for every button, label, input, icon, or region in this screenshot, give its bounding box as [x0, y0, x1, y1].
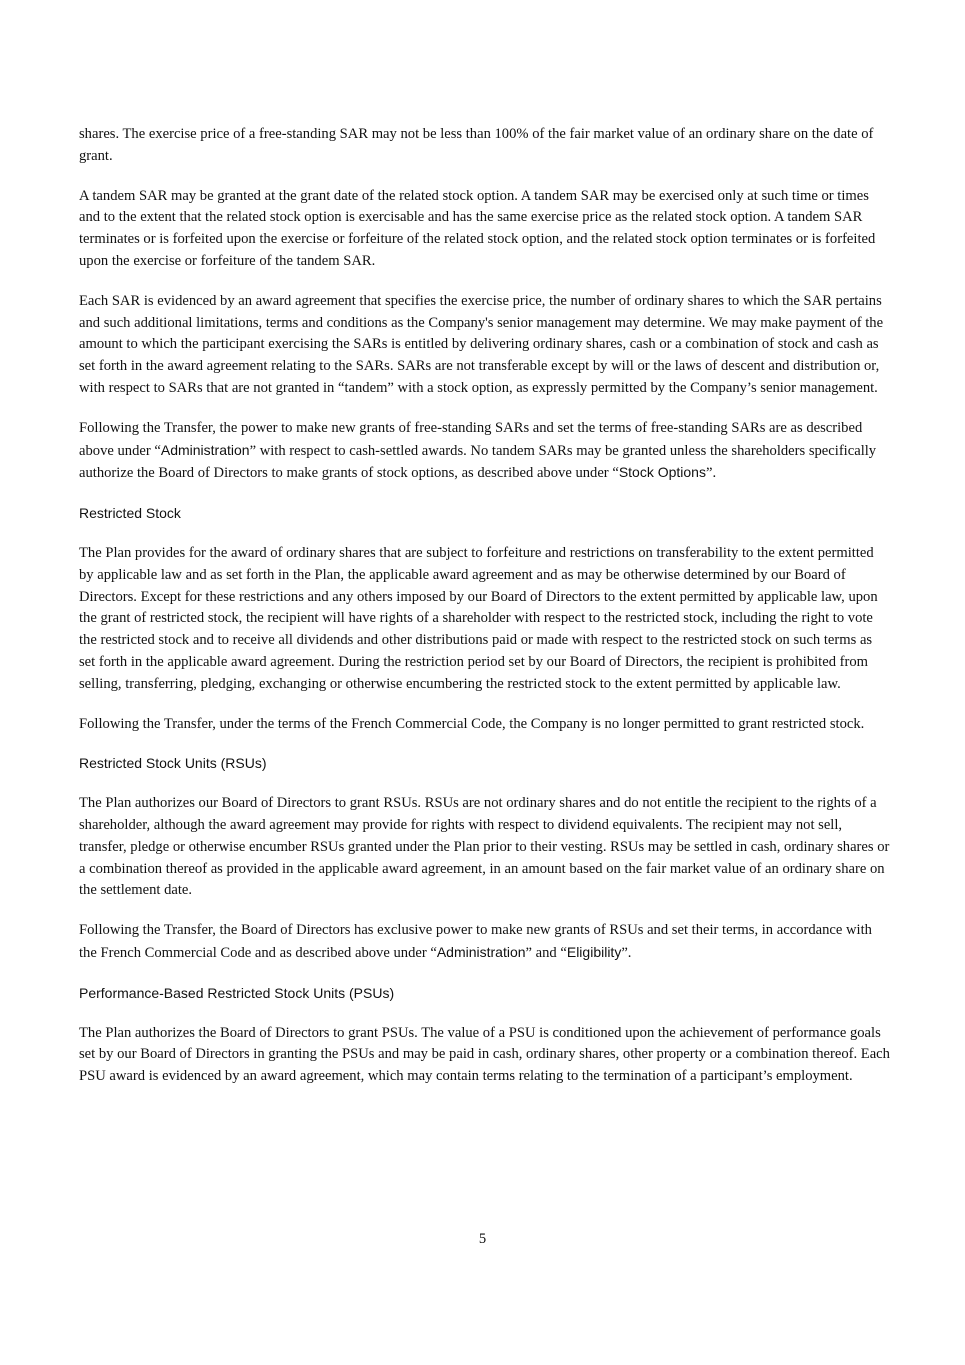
- paragraph-free-standing-sar-price: shares. The exercise price of a free-standing SAR may not be less than 100% of the fair market value of an ordinary share on the date of grant.: [79, 126, 874, 164]
- eligibility-reference: Eligibility: [566, 943, 622, 960]
- heading-restricted-stock: Restricted Stock: [79, 505, 181, 522]
- paragraph-restricted-stock-transfer: Following the Transfer, under the terms of the French Commercial Code, the Company is no longer permitted to grant restricted stock.: [79, 715, 865, 732]
- paragraph-sar-award-agreement: Each SAR is evidenced by an award agreement that specifies the exercise price, the number of ordinary shares to which the SAR pertains and such additional limitations, terms and conditions as the Company's senior management may determine. We may make payment of the amount to which the participant exercising the SARs is entitled by delivering ordinary shares, cash or a combination of stock and cash as set forth in the award agreement relating to the SARs. SARs are not transferable except by will or the laws of descent and distribution or, with respect to SARs that are not granted in “tandem” with a stock option, as expressly permitted by the Company’s senior management.: [79, 292, 884, 396]
- text: ”.: [705, 465, 717, 482]
- paragraph-psus: The Plan authorizes the Board of Directors to grant PSUs. The value of a PSU is conditioned upon the achievement of performance goals set by our Board of Directors in granting the PSUs and may be paid in cash, ordinary shares, other property or a combination thereof. Each PSU award is evidenced by an award agreement, which may contain terms relating to the termination of a participant’s employment.: [79, 1024, 890, 1085]
- heading-psus: Performance-Based Restricted Stock Units (PSUs): [79, 984, 395, 1001]
- text: ”.: [621, 944, 632, 961]
- paragraph-tandem-sar: A tandem SAR may be granted at the grant date of the related stock option. A tandem SAR may be exercised only at such time or times and to the extent that the related stock option is exercisable and has the same exercise price as the related stock option. A tandem SAR terminates or is forfeited upon the exercise or forfeiture of the related stock option, and the related stock option terminates or is forfeited upon the exercise or forfeiture of the tandem SAR.: [79, 187, 876, 269]
- paragraph-sar-transfer: [79, 418, 891, 485]
- stock-options-reference: Stock Options: [618, 464, 706, 481]
- administration-reference: Administration: [436, 943, 526, 960]
- page-number: 5: [478, 1231, 487, 1247]
- text: Following the Transfer, the Board of Directors has exclusive power to make new grants of RSUs and set their terms, in accordance with the French Commercial Code and as described above under “: [79, 922, 872, 961]
- text: ” with respect to cash-settled awards. No tandem SARs may be granted unless the shareholders specifically authorize the Board of Directors to make grants of stock options, as described above under “: [79, 442, 877, 482]
- paragraph-rsus: The Plan authorizes our Board of Directors to grant RSUs. RSUs are not ordinary shares and do not entitle the recipient to the rights of a shareholder, although the award agreement may provide for rights with respect to dividend equivalents. The recipient may not sell, transfer, pledge or otherwise encumber RSUs granted under the Plan prior to their vesting. RSUs may be settled in cash, ordinary shares or a combination thereof as provided in the applicable award agreement, in an amount based on the fair market value of an ordinary share on the settlement date.: [79, 795, 890, 899]
- heading-rsus: Restricted Stock Units (RSUs): [79, 755, 267, 772]
- document-page: [79, 124, 891, 1106]
- paragraph-restricted-stock: The Plan provides for the award of ordinary shares that are subject to forfeiture and restrictions on transferability to the extent permitted by applicable law and as set forth in the Plan, the applicable award agreement and as may be otherwise determined by our Board of Directors. Except for these restrictions and any others imposed by our Board of Directors to the extent permitted by applicable law, upon the grant of restricted stock, the recipient will have rights of a shareholder with respect to the restricted stock, including the right to vote the restricted stock and to receive all dividends and other distributions paid or made with respect to the restricted stock on such terms as set forth in the applicable award agreement. During the restriction period set by our Board of Directors, the recipient is prohibited from selling, transferring, pledging, exchanging or otherwise encumbering the restricted stock to the extent permitted by applicable law.: [79, 544, 878, 692]
- text: ” and “: [525, 944, 567, 961]
- text: Following the Transfer, the power to make new grants of free-standing SARs and set the terms of free-standing SARs are as described above under “: [79, 419, 863, 459]
- paragraph-rsus-transfer: [79, 920, 891, 965]
- administration-reference: Administration: [160, 441, 250, 458]
